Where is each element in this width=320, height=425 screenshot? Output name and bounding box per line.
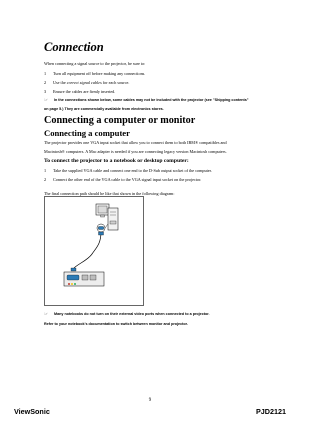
subsection-heading: Connecting a computer bbox=[44, 128, 130, 138]
intro-text: When connecting a signal source to the projector, be sure to: bbox=[44, 61, 146, 66]
list-text: Take the supplied VGA cable and connect one end to the D-Sub output socket of the computer. bbox=[53, 168, 212, 173]
list-item bbox=[44, 80, 274, 86]
note-text: Many notebooks do not turn on their external video ports when connected to a projector. bbox=[54, 312, 210, 316]
note-text-continued: Refer to your notebook's documentation to switch between monitor and projector. bbox=[44, 322, 188, 326]
list-item bbox=[44, 177, 274, 183]
list-item bbox=[44, 89, 274, 95]
list-text: Turn all equipment off before making any connections. bbox=[53, 71, 146, 76]
list-text: Connect the other end of the VGA cable to the VGA signal input socket on the projector. bbox=[53, 177, 202, 182]
footer-model: PJD2121 bbox=[256, 407, 286, 416]
note-text: In the connections shown below, some cables may not be included with the projector (see "Shipping contents" bbox=[54, 98, 249, 102]
monitor-icon bbox=[96, 204, 109, 217]
list-text: Use the correct signal cables for each source. bbox=[53, 80, 130, 85]
paragraph-line: The projector provides one VGA input socket that allow you to connect them to both IBM® compatibles and bbox=[44, 140, 227, 145]
section-title: Connection bbox=[44, 40, 104, 54]
list-number: 3 bbox=[44, 89, 47, 94]
list-item bbox=[44, 168, 274, 174]
list-text: Ensure the cables are firmly inserted. bbox=[53, 89, 116, 94]
note-text-continued: on page 5.) They are commercially available from electronics stores. bbox=[44, 107, 164, 111]
section-heading: Connecting a computer or monitor bbox=[44, 115, 196, 126]
computer-tower-icon bbox=[108, 208, 118, 230]
list-number: 1 bbox=[44, 168, 47, 173]
note-hand-icon: ☞ bbox=[44, 97, 49, 103]
list-item bbox=[44, 71, 274, 77]
diagram-caption: The final connection path should be like that shown in the following diagram: bbox=[44, 191, 175, 196]
list-number: 2 bbox=[44, 80, 47, 85]
procedure-heading: To connect the projector to a notebook or desktop computer: bbox=[44, 158, 189, 164]
connection-diagram bbox=[44, 196, 144, 306]
page-number: 9 bbox=[148, 398, 152, 403]
note-hand-icon: ☞ bbox=[44, 311, 49, 317]
footer-brand: ViewSonic bbox=[14, 407, 50, 416]
note bbox=[44, 312, 284, 318]
projector-input-panel-icon bbox=[64, 272, 104, 286]
note bbox=[44, 98, 284, 104]
list-number: 2 bbox=[44, 177, 47, 182]
list-number: 1 bbox=[44, 71, 47, 76]
paragraph-line: Macintosh® computers. A Mac adapter is needed if you are connecting legacy version Macintosh computers. bbox=[44, 149, 227, 154]
